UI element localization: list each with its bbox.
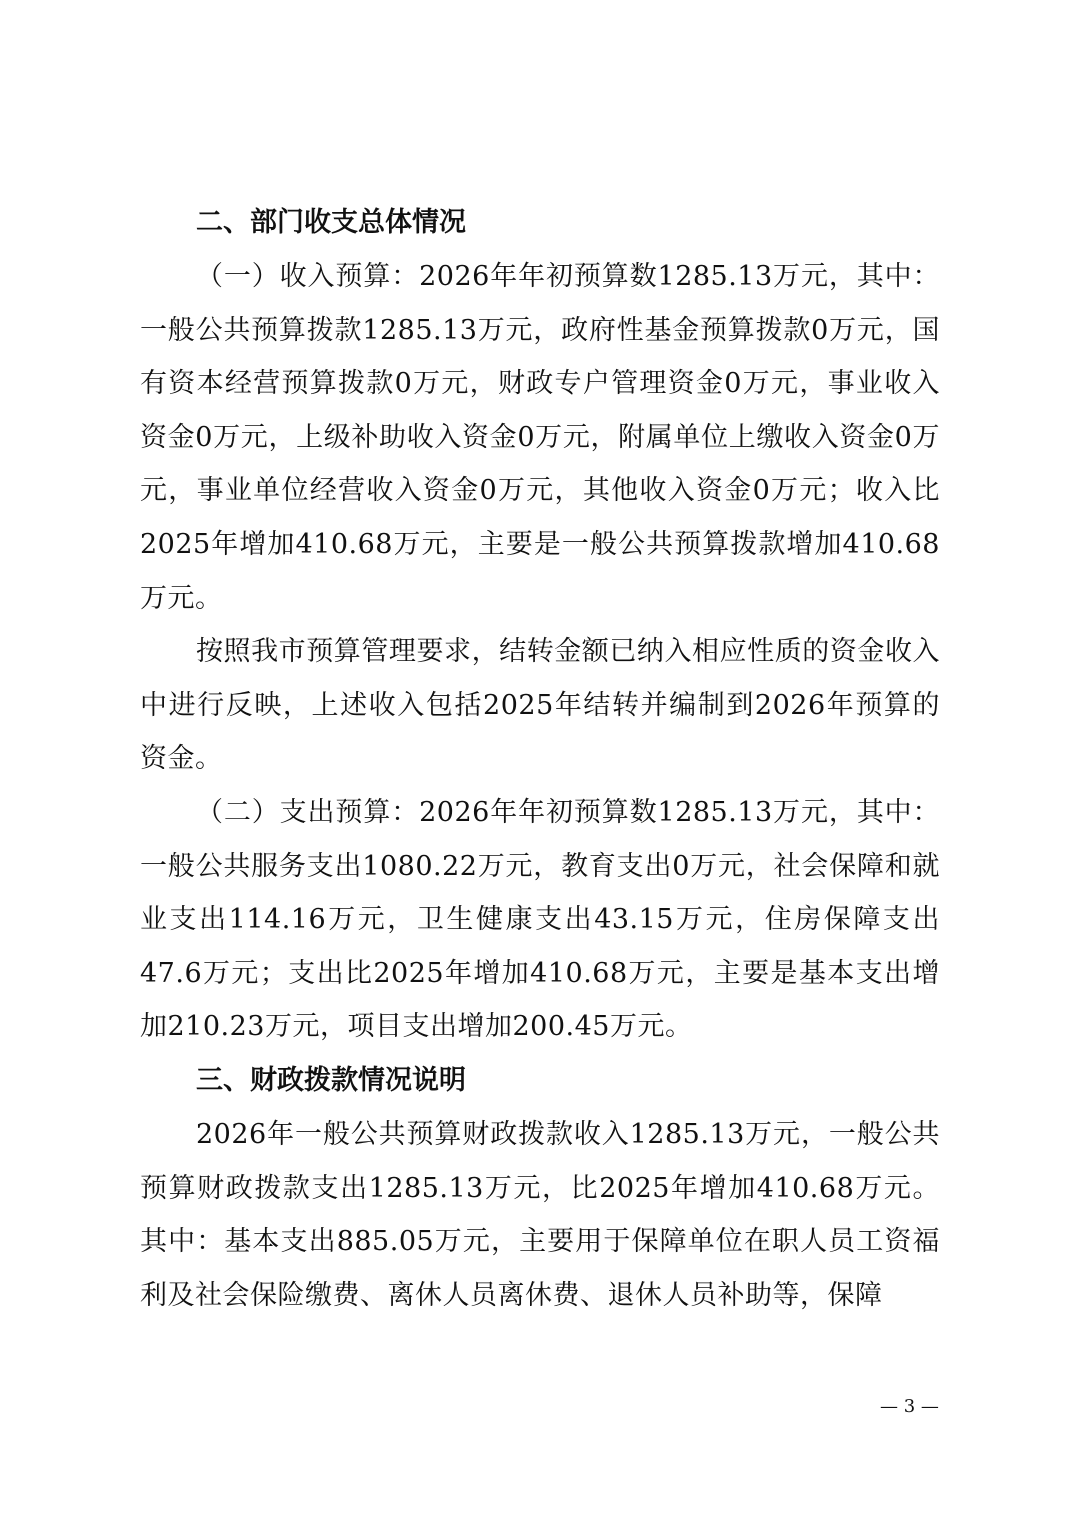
section-two-heading: 二、部门收支总体情况 <box>196 207 466 238</box>
carryover-paragraph: 按照我市预算管理要求，结转金额已纳入相应性质的资金收入中进行反映，上述收入包括2025年结转并编制到2026年预算的资金。 <box>140 636 940 775</box>
page-number: — 3 — <box>880 1396 939 1417</box>
expenditure-budget-paragraph: （二）支出预算：2026年年初预算数1285.13万元，其中：一般公共服务支出1080.22万元，教育支出0万元，社会保障和就业支出114.16万元，卫生健康支出43.15万元，住房保障支出47.6万元；支出比2025年增加410.68万元，主要是基本支出增加210.23万元，项目支出增加200.45万元。 <box>140 796 940 1043</box>
fiscal-allocation-paragraph: 2026年一般公共预算财政拨款收入1285.13万元，一般公共预算财政拨款支出1285.13万元，比2025年增加410.68万元。其中：基本支出885.05万元，主要用于保障单位在职人员工资福利及社会保险缴费、离休人员离休费、退休人员补助等，保障 <box>140 1118 940 1311</box>
document-page <box>140 196 940 1322</box>
income-budget-paragraph: （一）收入预算：2026年年初预算数1285.13万元，其中：一般公共预算拨款1285.13万元，政府性基金预算拨款0万元，国有资本经营预算拨款0万元，财政专户管理资金0万元，事业收入资金0万元，上级补助收入资金0万元，附属单位上缴收入资金0万元，事业单位经营收入资金0万元，其他收入资金0万元；收入比2025年增加410.68万元，主要是一般公共预算拨款增加410.68万元。 <box>140 261 940 614</box>
section-three-heading: 三、财政拨款情况说明 <box>196 1064 466 1096</box>
